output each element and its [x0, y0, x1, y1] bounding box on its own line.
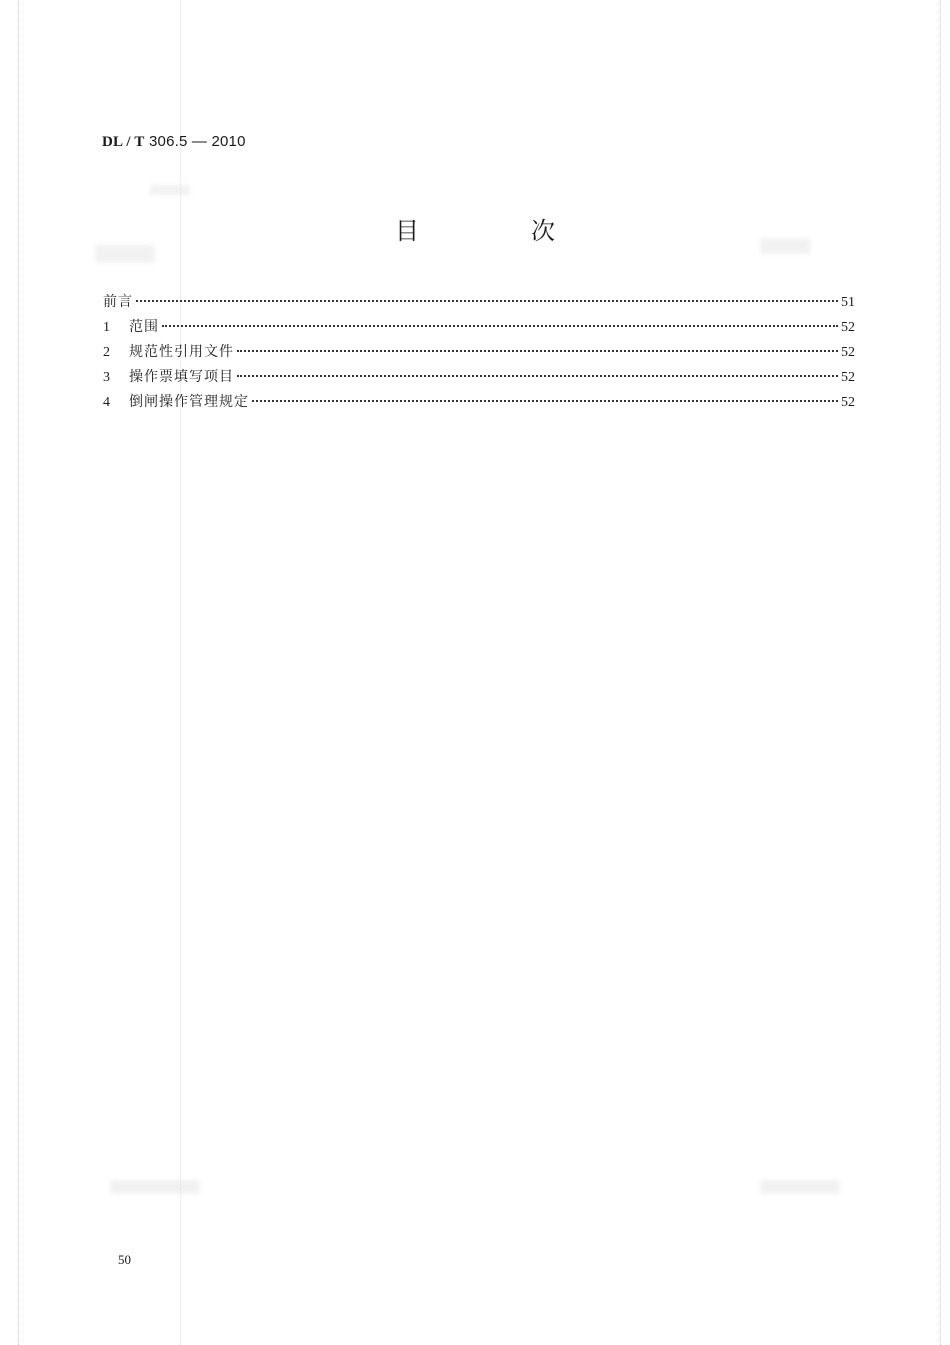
toc-entry-page: 52 [841, 395, 855, 410]
toc-leader-dots [237, 350, 838, 352]
page-number: 50 [118, 1252, 131, 1267]
scan-fold-line [180, 0, 181, 1345]
toc-entry-label: 前言 [103, 294, 133, 310]
toc-entry-number: 2 [103, 345, 110, 360]
toc-entry-label: 规范性引用文件 [129, 344, 234, 360]
scan-edge-line [940, 0, 941, 1345]
scan-edge-line [18, 0, 19, 1345]
scan-smudge [760, 1180, 840, 1194]
scan-smudge [110, 1180, 200, 1194]
toc-leader-dots [252, 400, 838, 402]
standard-code [102, 133, 246, 151]
toc-entry-switching-operation-rules[interactable] [103, 393, 855, 418]
toc-leader-dots [237, 375, 838, 377]
toc-entry-number: 1 [103, 320, 110, 335]
toc-entry-foreword[interactable] [103, 293, 855, 318]
scan-smudge [95, 245, 155, 263]
scan-smudge [150, 185, 190, 195]
toc-entry-label: 倒闸操作管理规定 [129, 394, 249, 410]
toc-leader-dots [162, 325, 838, 327]
toc-entry-page: 51 [841, 295, 855, 310]
toc-entry-operation-ticket-items[interactable] [103, 368, 855, 393]
table-of-contents [103, 293, 855, 418]
toc-entry-page: 52 [841, 345, 855, 360]
toc-entry-label: 操作票填写项目 [129, 369, 234, 385]
toc-leader-dots [136, 300, 838, 302]
toc-title: 目 次 [395, 217, 599, 245]
toc-entry-normative-references[interactable] [103, 343, 855, 368]
toc-entry-scope[interactable] [103, 318, 855, 343]
toc-entry-page: 52 [841, 370, 855, 385]
toc-entry-number: 3 [103, 370, 110, 385]
toc-entry-page: 52 [841, 320, 855, 335]
toc-entry-number: 4 [103, 395, 110, 410]
toc-entry-label: 范围 [129, 319, 159, 335]
standard-prefix: DL / T [102, 134, 145, 150]
standard-number: 306.5 — 2010 [149, 133, 246, 150]
